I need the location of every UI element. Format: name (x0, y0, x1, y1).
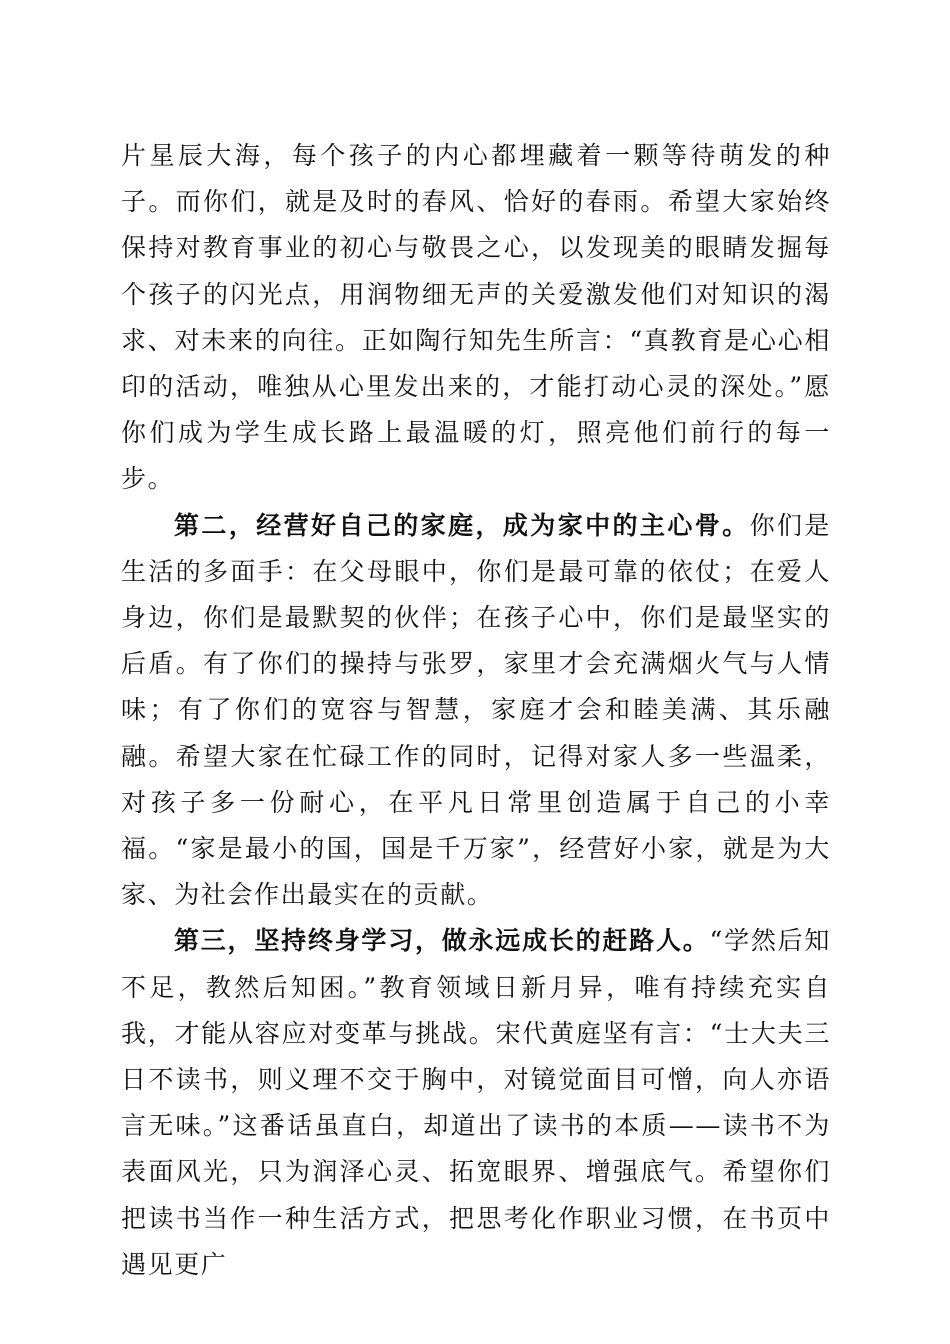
paragraph-text: 片星辰大海，每个孩子的内心都埋藏着一颗等待萌发的种子。而你们，就是及时的春风、恰好的春雨。希望大家始终保持对教育事业的初心与敬畏之心，以发现美的眼睛发掘每个孩子的闪光点，用润物细无声的关爱激发他们对知识的渴求、对未来的向往。正如陶行知先生所言：“真教育是心心相印的活动，唯独从心里发出来的，才能打动心灵的深处。”愿你们成为学生成长路上最温暖的灯，照亮他们前行的每一步。 (121, 141, 831, 494)
paragraph-heading: 第三，坚持终身学习，做永远成长的赶路人。 (174, 926, 710, 956)
paragraph-heading: 第二，经营好自己的家庭，成为家中的主心骨。 (174, 510, 750, 540)
paragraph-continuation (121, 133, 831, 503)
paragraph-text: “学然后知不足，教然后知困。”教育领域日新月异，唯有持续充实自我，才能从容应对变革与挑战。宋代黄庭坚有言：“士大夫三日不读书，则义理不交于胸中，对镜觉面目可憎，向人亦语言无味。”这番话虽直白，却道出了读书的本质——读书不为表面风光，只为润泽心灵、拓宽眼界、增强底气。希望你们把读书当作一种生活方式，把思考化作职业习惯，在书页中遇见更广 (121, 926, 831, 1279)
paragraph-third-point (121, 918, 831, 1288)
document-body (121, 133, 831, 1288)
paragraph-text: 你们是生活的多面手：在父母眼中，你们是最可靠的依仗；在爱人身边，你们是最默契的伙伴；在孩子心中，你们是最坚实的后盾。有了你们的操持与张罗，家里才会充满烟火气与人情味；有了你们的宽容与智慧，家庭才会和睦美满、其乐融融。希望大家在忙碌工作的同时，记得对家人多一些温柔，对孩子多一份耐心，在平凡日常里创造属于自己的小幸福。“家是最小的国，国是千万家”，经营好小家，就是为大家、为社会作出最实在的贡献。 (121, 510, 831, 910)
paragraph-second-point (121, 503, 831, 919)
